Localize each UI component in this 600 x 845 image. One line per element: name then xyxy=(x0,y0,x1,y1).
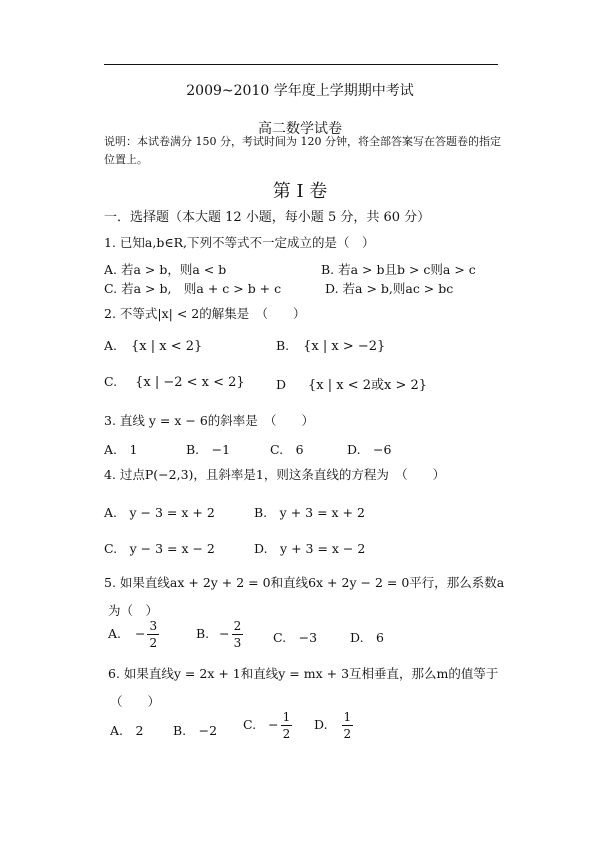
exam-subtitle: 高二数学试卷 xyxy=(258,121,342,137)
q1-option-a: A. 若a > b，则a < b xyxy=(104,262,227,277)
q5-option-a-numerator: 3 xyxy=(149,619,158,633)
q5-option-d: D. 6 xyxy=(350,630,385,645)
q2-option-b-set: {x | x > −2} xyxy=(303,339,386,354)
q5-stem-continued: 为（ ） xyxy=(108,603,159,618)
q6-option-d-numerator: 1 xyxy=(343,710,352,724)
q6-option-c xyxy=(243,711,294,740)
q2-stem: 2. 不等式|x| < 2的解集是 （ ） xyxy=(104,306,306,321)
q5-option-b-label: B. xyxy=(196,626,210,641)
q3-option-d: D. −6 xyxy=(347,442,392,457)
exam-note: 说明：本试卷满分 150 分，考试时间为 120 分钟，将全部答案写在答题卷的指定位置上。 xyxy=(104,135,501,166)
q1-option-c: C. 若a > b, 则a + c > b + c xyxy=(104,281,282,296)
q5-option-a-sign: − xyxy=(135,626,146,641)
q3-option-a: A. 1 xyxy=(104,442,138,457)
q2-option-a-set: {x | x < 2} xyxy=(131,339,203,354)
q4-option-b: B. y + 3 = x + 2 xyxy=(254,505,365,520)
section-title: 第 I 卷 xyxy=(272,181,328,202)
q1-stem: 1. 已知a,b∈R,下列不等式不一定成立的是（ ） xyxy=(104,235,375,250)
q6-stem-continued: （ ） xyxy=(110,694,161,709)
q1-option-d: D. 若a > b,则ac > bc xyxy=(325,281,454,296)
q6-stem: 6. 如果直线y = 2x + 1和直线y = mx + 3互相垂直，那么m的值等于 xyxy=(108,666,499,681)
q6-option-c-fraction xyxy=(281,711,293,740)
q6-option-d-denominator: 2 xyxy=(343,727,352,741)
q6-option-c-label: C. xyxy=(243,717,257,732)
q2-option-c-set: {x | −2 < x < 2} xyxy=(135,375,245,390)
q5-option-a-denominator: 2 xyxy=(149,636,158,650)
q5-option-b xyxy=(196,620,245,649)
q3-stem: 3. 直线 y = x − 6的斜率是 （ ） xyxy=(104,413,315,428)
q2-option-a-label: A. xyxy=(104,338,118,353)
q2-option-c-label: C. xyxy=(104,374,118,389)
q6-option-c-denominator: 2 xyxy=(282,727,291,741)
exam-title: 2009~2010 学年度上学期期中考试 xyxy=(186,83,414,99)
q6-option-a: A. 2 xyxy=(110,723,144,738)
q5-option-b-sign: − xyxy=(219,626,230,641)
q5-option-b-fraction xyxy=(232,620,244,649)
q6-option-c-sign: − xyxy=(268,717,279,732)
q4-option-c: C. y − 3 = x − 2 xyxy=(104,541,215,556)
q2-option-d-label: D xyxy=(276,377,287,392)
q5-option-c: C. −3 xyxy=(273,630,318,645)
q4-option-a: A. y − 3 = x + 2 xyxy=(104,505,215,520)
q5-option-a-label: A. xyxy=(108,626,122,641)
q4-stem: 4. 过点P(−2,3)，且斜率是1，则这条直线的方程为 （ ） xyxy=(104,467,446,482)
q6-option-d-fraction xyxy=(342,711,354,740)
q6-option-b: B. −2 xyxy=(173,723,218,738)
q5-option-a-fraction xyxy=(147,620,159,649)
q5-option-b-numerator: 2 xyxy=(233,619,242,633)
q6-option-d-label: D. xyxy=(314,717,328,732)
q1-option-b: B. 若a > b且b > c则a > c xyxy=(321,262,476,277)
q5-option-b-denominator: 3 xyxy=(233,636,242,650)
q2-option-a xyxy=(104,338,202,354)
q2-option-d-set: {x | x < 2或x > 2} xyxy=(308,378,428,393)
q4-option-d: D. y + 3 = x − 2 xyxy=(254,541,366,556)
q2-option-b-label: B. xyxy=(276,338,290,353)
q6-option-c-numerator: 1 xyxy=(282,710,291,724)
q3-option-b: B. −1 xyxy=(186,442,231,457)
top-rule xyxy=(104,64,498,65)
q2-option-d xyxy=(276,374,427,393)
q2-option-c xyxy=(104,374,245,390)
part-title: 一．选择题（本大题 12 小题，每小题 5 分，共 60 分） xyxy=(104,210,431,225)
q5-stem: 5. 如果直线ax + 2y + 2 = 0和直线6x + 2y − 2 = 0平行，那么系数a xyxy=(104,575,505,590)
q2-option-b xyxy=(276,338,385,354)
q3-option-c: C. 6 xyxy=(270,442,304,457)
q5-option-a xyxy=(108,620,161,649)
q6-option-d xyxy=(314,711,355,740)
